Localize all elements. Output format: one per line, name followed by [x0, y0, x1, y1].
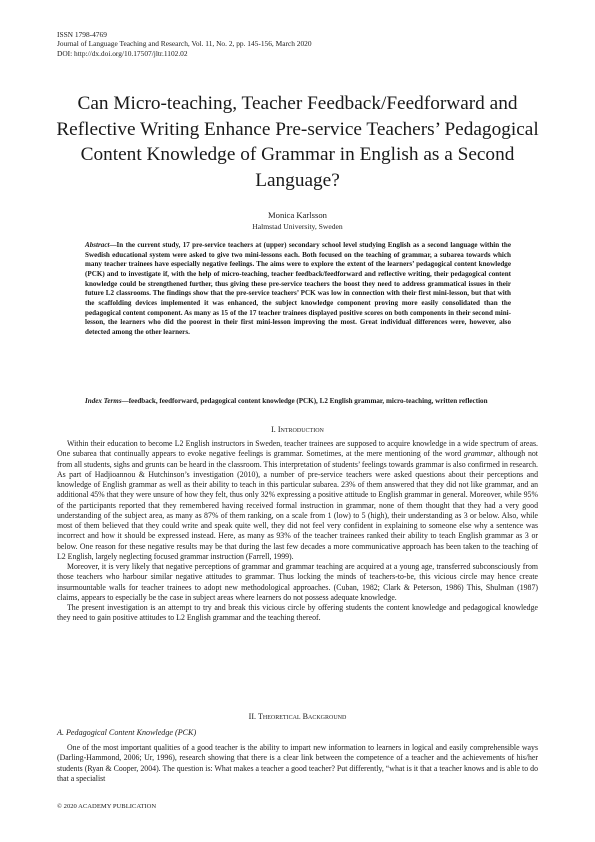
paragraph: One of the most important qualities of a good teacher is the ability to impart new information to learners in logical and easily comprehensible ways (Darling-Hammond, 2006; Ur, 1996), research showing that there is a clear link between the competence of a teacher and the achievements of his/her students (Ryan & Cooper, 2004). The question is: What makes a teacher a good teacher? Put differently, “what is it that a teacher knows and is able to do that a specialist — [57, 743, 538, 783]
journal-citation: Journal of Language Teaching and Research, Vol. 11, No. 2, pp. 145-156, March 2020 — [57, 39, 312, 49]
journal-header — [57, 30, 312, 58]
index-terms-label: Index Terms — [85, 397, 122, 405]
paragraph: The present investigation is an attempt to try and break this vicious circle by offering students the content knowledge and pedagogical knowledge they need to gain positive attitudes to L2 English grammar and the teaching thereof. — [57, 603, 538, 623]
paragraph — [57, 439, 538, 562]
index-terms — [85, 397, 511, 407]
introduction-body — [57, 439, 538, 624]
theoretical-background-body — [57, 743, 538, 784]
copyright-footer: © 2020 ACADEMY PUBLICATION — [57, 803, 157, 810]
abstract-label: Abstract — [85, 241, 110, 249]
abstract-text: —In the current study, 17 pre-service teachers at (upper) secondary school level studying English as a second language within the Swedish educational system were asked to give two mini-lessons each. Both focused on the teaching of grammar, a subarea towards which many teacher trainees have especially negative feelings. The aims were to explore the extent of the learners’ pedagogical content knowledge (PCK) and to investigate if, with the help of micro-teaching, teacher feedback/feedforward and reflective writing, their pedagogical content knowledge could be strengthened further, thus giving these pre-service teachers the boost they need to address grammatical issues in their future L2 classrooms. The findings show that the pre-service teachers’ PCK was low in connection with their first mini-lesson, but that with the scaffolding devices implemented it was enhanced, the subject knowledge component proving more easily consolidated than the pedagogical content component. As many as 15 of the 17 teacher trainees displayed positive scores on both components in their second mini-lesson, the learners who did the poorest in their first mini-lesson improving the most. Great individual differences were, however, also detected among the other learners. — [85, 241, 511, 336]
author-affiliation: Halmstad University, Sweden — [252, 222, 343, 231]
author-name: Monica Karlsson — [268, 210, 327, 220]
paragraph-text: Within their education to become L2 English instructors in Sweden, teacher trainees are supposed to acquire knowledge in a wide spectrum of areas. One subarea that continually appears to evoke negative feelings is grammar. Sometimes, at the mere mentioning of the word — [57, 439, 538, 459]
issn-line: ISSN 1798-4769 — [57, 30, 107, 39]
doi-line: DOI: http://dx.doi.org/10.17507/jltr.1102.02 — [57, 48, 188, 58]
section-heading-theoretical-background: II. Theoretical Background — [248, 712, 347, 721]
subsection-heading-pck: A. Pedagogical Content Knowledge (PCK) — [57, 728, 197, 737]
paper-title: Can Micro-teaching, Teacher Feedback/Feedforward and Reflective Writing Enhance Pre-service Teachers’ Pedagogical Content Knowledge of Grammar in English as a Second Language? — [56, 93, 539, 191]
paragraph-text: , although not from all students, sighs and grunts can be heard in the classroom. This interpretation of students’ feelings towards grammar is also confirmed in research. As part of Hadjioannou & Hutchinson’s investigation (2010), a number of pre-service teachers were asked questions about their perceptions and knowledge of English grammar as well as their ability to teach in this particular subarea. 23% of them answered that they did not like grammar, and an additional 45% that they were unsure of how they felt, thus only 32% expressing a positive attitude to English grammar in general. Moreover, while 95% of the participants reported that they remembered having received formal instruction in grammar, none of them thought that they had a very good understanding of the subject area, as many as 87% of them ranking, on a scale from 1 (low) to 5 (high), their understanding as 3 or below. Also, while most of them believed that they could write and speak quite well, they did not feel very confident in explaining to someone else why a sentence was incorrect and how it should be expressed instead. Here, as many as 93% of the teacher trainees ranked their ability to teach English grammar as 3 or below. One reason for these negative results may be that during the last few decades a more communicative approach has been taken to the teaching of L2 English, largely neglecting focused grammar instruction (Farrell, 1999). — [57, 449, 538, 561]
index-terms-text: —feedback, feedforward, pedagogical content knowledge (PCK), L2 English grammar, micro-teaching, written reflection — [121, 397, 488, 405]
paragraph: Moreover, it is very likely that negative perceptions of grammar and grammar teaching are acquired at a young age, transferred subconsciously from those teachers who harbour similar negative attitudes to grammar. Thus locking the minds of teachers-to-be, this vicious circle may hence create insurmountable walls for teacher trainees to adopt new methodological approaches. (Cuban, 1982; Clark & Peterson, 1986) This, Shulman (1987) claims, appears to especially be the case in subject areas where learners do not possess adequate knowledge. — [57, 562, 538, 602]
abstract — [85, 241, 511, 338]
emphasis-text: grammar — [463, 449, 494, 459]
section-heading-introduction: I. Introduction — [271, 425, 324, 434]
